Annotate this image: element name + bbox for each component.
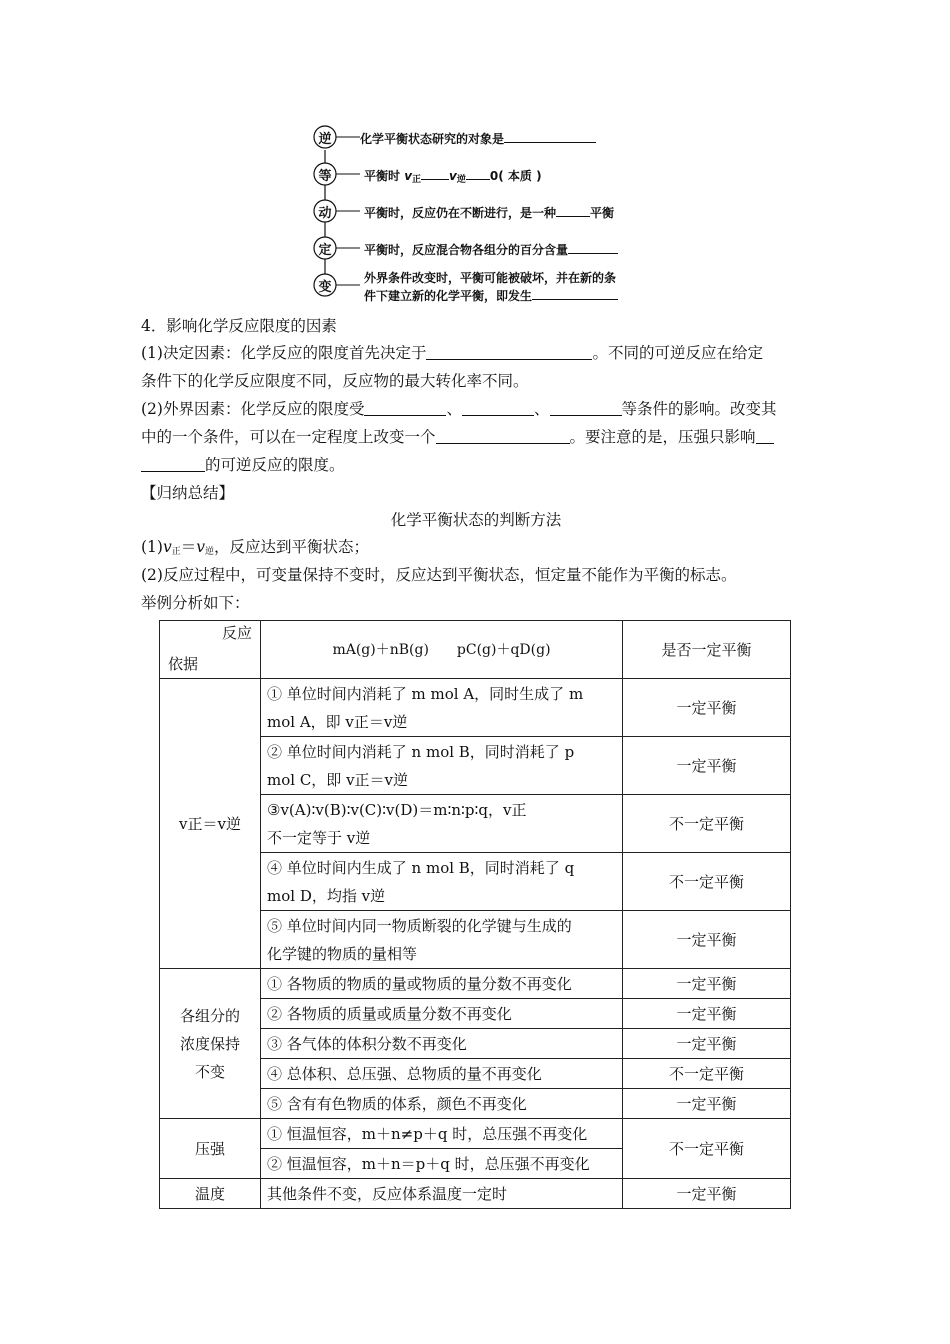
- result-cell: 一定平衡: [623, 969, 791, 999]
- table-cell: ③ 各气体的体积分数不再变化: [261, 1029, 623, 1059]
- result-cell: 一定平衡: [623, 679, 791, 737]
- header-top-label: 反应: [221, 624, 252, 642]
- result-cell: 不一定平衡: [623, 1119, 791, 1179]
- table-cell: 其他条件不变，反应体系温度一定时: [261, 1179, 623, 1209]
- summary-title: 化学平衡状态的判断方法: [390, 511, 562, 529]
- group-label-temperature: 温度: [160, 1179, 261, 1209]
- char-bian: 变: [318, 280, 332, 295]
- result-cell: 一定平衡: [623, 1089, 791, 1119]
- table-cell: ② 恒温恒容，m＋n＝p＋q 时，总压强不再变化: [261, 1149, 623, 1179]
- section4-p2-line2: 中的一个条件，可以在一定程度上改变一个 。要注意的是，压强只影响: [141, 422, 821, 452]
- table-cell: ② 单位时间内消耗了 n mol B，同时消耗了 p mol C，即 v正＝v逆: [261, 737, 623, 795]
- result-cell: 一定平衡: [623, 1179, 791, 1209]
- result-cell: 一定平衡: [623, 737, 791, 795]
- table-cell: ① 恒温恒容，m＋n≠p＋q 时，总压强不再变化: [261, 1119, 623, 1149]
- diagram-line-1: 化学平衡状态研究的对象是: [360, 130, 596, 147]
- result-cell: 不一定平衡: [623, 1059, 791, 1089]
- section4-p2-line1: (2)外界因素：化学反应的限度受 、 、 等条件的影响。改变其: [141, 400, 777, 418]
- group-label-concentration: 各组分的 浓度保持 不变: [160, 969, 261, 1119]
- header-diagonal-cell: [160, 621, 261, 679]
- table-row: [160, 1179, 791, 1209]
- table-row: [160, 1119, 791, 1149]
- diagram-line-5b: 件下建立新的化学平衡，即发生: [364, 287, 618, 304]
- char-ding: 定: [318, 243, 332, 258]
- result-cell: 不一定平衡: [623, 853, 791, 911]
- char-dong: 动: [318, 206, 332, 221]
- table-cell: ① 各物质的物质的量或物质的量分数不再变化: [261, 969, 623, 999]
- table-row: [160, 679, 791, 737]
- summary-line3: 举例分析如下：: [141, 594, 250, 612]
- table-cell: ② 各物质的质量或质量分数不再变化: [261, 999, 623, 1029]
- result-cell: 一定平衡: [623, 911, 791, 969]
- group-label-pressure: 压强: [160, 1119, 261, 1179]
- diagram-line-5a: 外界条件改变时，平衡可能被破坏，并在新的条: [364, 271, 617, 285]
- section4-p2-line3: 的可逆反应的限度。: [141, 450, 821, 480]
- section4-p1-line1: (1)决定因素：化学反应的限度首先决定于 。不同的可逆反应在给定: [141, 344, 763, 362]
- diagram-line-3: 平衡时，反应仍在不断进行，是一种 平衡: [364, 206, 615, 220]
- table-row: [160, 969, 791, 999]
- header-result: 是否一定平衡: [623, 621, 791, 679]
- result-cell: 不一定平衡: [623, 795, 791, 853]
- equilibrium-features-diagram: [312, 124, 672, 304]
- table-cell: ③v(A)∶v(B)∶v(C)∶v(D)＝m∶n∶p∶q，v正 不一定等于 v逆: [261, 795, 623, 853]
- result-cell: 一定平衡: [623, 1029, 791, 1059]
- header-reaction: mA(g)＋nB(g) pC(g)＋qD(g): [261, 621, 623, 679]
- equilibrium-judgement-table: [159, 620, 791, 1209]
- section4-heading: 4．影响化学反应限度的因素: [141, 317, 337, 335]
- table-cell: ⑤ 单位时间内同一物质断裂的化学键与生成的 化学键的物质的量相等: [261, 911, 623, 969]
- section4-p1-line2: 条件下的化学反应限度不同，反应物的最大转化率不同。: [141, 372, 529, 390]
- result-cell: 一定平衡: [623, 999, 791, 1029]
- diagram-line-2: 平衡时 $v_正$ $v_逆$ 0( 本质 ): [364, 169, 542, 185]
- group-label-rate: v正＝v逆: [160, 679, 261, 969]
- char-deng: 等: [318, 169, 332, 184]
- summary-line1: $(1)v_正=v_逆$，反应达到平衡状态；: [141, 538, 370, 557]
- char-ni: 逆: [318, 132, 332, 147]
- summary-tag: 【归纳总结】: [141, 484, 235, 502]
- table-header-row: [160, 621, 791, 679]
- diagram-line-4: 平衡时，反应混合物各组分的百分含量: [364, 241, 618, 258]
- table-cell: ⑤ 含有有色物质的体系，颜色不再变化: [261, 1089, 623, 1119]
- header-bottom-label: 依据: [168, 655, 199, 673]
- table-cell: ① 单位时间内消耗了 m mol A，同时生成了 m mol A，即 v正＝v逆: [261, 679, 623, 737]
- table-cell: ④ 单位时间内生成了 n mol B，同时消耗了 q mol D，均指 v逆: [261, 853, 623, 911]
- summary-line2: (2)反应过程中，可变量保持不变时，反应达到平衡状态，恒定量不能作为平衡的标志。: [141, 566, 737, 584]
- table-cell: ④ 总体积、总压强、总物质的量不再变化: [261, 1059, 623, 1089]
